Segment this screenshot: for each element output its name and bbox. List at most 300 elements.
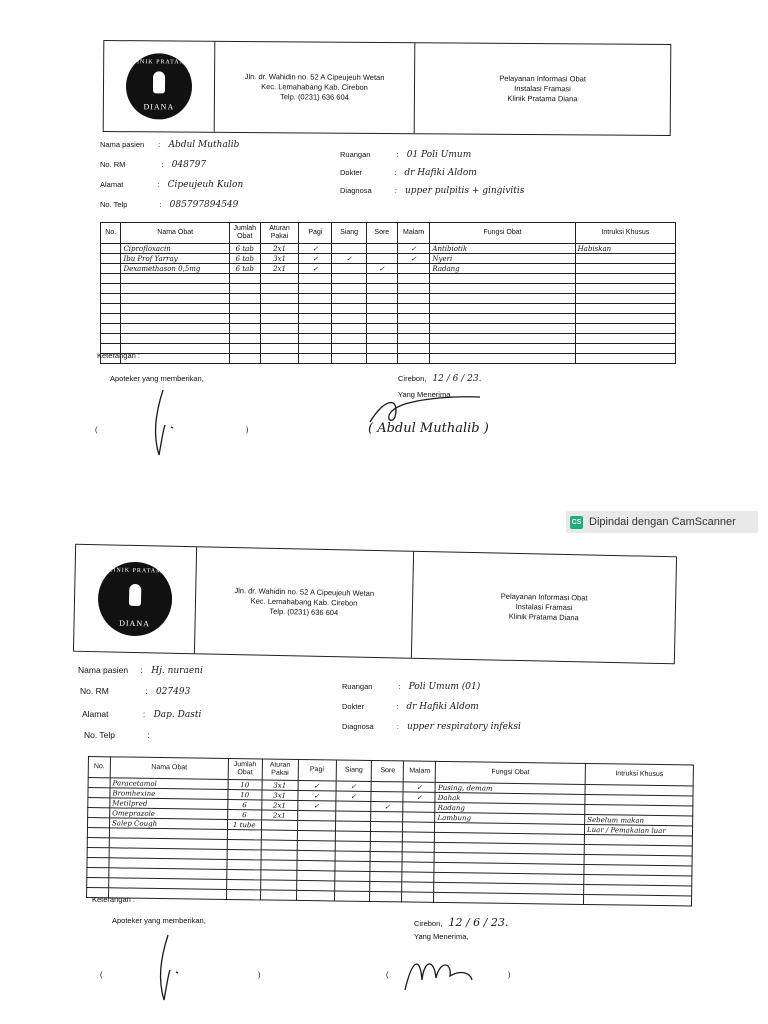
- table-cell: [430, 334, 575, 344]
- pharmacist-label: Apoteker yang memberikan,: [112, 916, 206, 925]
- table-cell: 10: [228, 779, 262, 789]
- doctor-row: Dokter : dr Hafiki Aldom: [342, 702, 479, 712]
- diagnosis-row: Diagnosa : upper pulpitis + gingivitis: [340, 186, 525, 196]
- table-cell: [403, 802, 435, 812]
- column-header: Pagi: [299, 223, 332, 244]
- pharmacist-signature: [150, 930, 190, 1005]
- table-cell: [332, 294, 367, 304]
- table-row: [101, 304, 676, 314]
- table-cell: [335, 841, 371, 852]
- paren-open: (: [100, 970, 103, 979]
- table-cell: [371, 841, 403, 851]
- doctor-value: dr Hafiki Aldom: [404, 168, 477, 178]
- service-title: [412, 552, 676, 663]
- table-cell: [260, 890, 296, 901]
- table-cell: [261, 820, 297, 831]
- table-cell: [334, 871, 370, 882]
- table-cell: [370, 891, 402, 901]
- table-cell: [260, 334, 299, 344]
- table-cell: [575, 254, 675, 264]
- table-cell: 6: [227, 809, 261, 819]
- table-cell: 2x1: [261, 800, 297, 811]
- table-cell: 3x1: [260, 254, 299, 264]
- logo-arc-text: KLINIK PRATAMA: [126, 59, 192, 66]
- table-cell: ✓: [299, 264, 332, 274]
- table-row: [101, 334, 676, 344]
- patient-address-row: Alamat : Dap. Dasti: [82, 709, 202, 720]
- column-header: Aturan Pakai: [260, 223, 299, 244]
- table-cell: [366, 344, 397, 354]
- table-cell: [226, 879, 260, 889]
- table-header-row: [101, 223, 676, 244]
- doctor-value: dr Hafiki Aldom: [406, 702, 479, 712]
- table-cell: [366, 254, 397, 264]
- table-cell: Pusing, demam: [435, 782, 585, 794]
- table-cell: [366, 294, 397, 304]
- receiver-name: Abdul Muthalib: [377, 421, 480, 436]
- table-cell: [371, 811, 403, 821]
- form-header: [73, 544, 677, 665]
- table-row: [101, 354, 676, 364]
- table-cell: [402, 852, 434, 862]
- table-cell: [575, 264, 675, 274]
- column-header: Jumlah Obat: [228, 758, 262, 779]
- table-cell: [229, 274, 260, 284]
- clinic-logo-icon: [126, 53, 192, 119]
- diagnosis-value: upper pulpitis + gingivitis: [404, 186, 525, 196]
- table-cell: [299, 284, 332, 294]
- clinic-address: [195, 547, 414, 658]
- table-cell: Radang: [430, 264, 575, 274]
- table-cell: [402, 862, 434, 872]
- table-cell: 3x1: [262, 780, 298, 791]
- table-cell: [371, 821, 403, 831]
- table-cell: [101, 334, 121, 344]
- table-cell: [121, 314, 229, 324]
- table-cell: [88, 808, 110, 818]
- table-cell: [121, 334, 229, 344]
- table-cell: Paracetamol: [110, 778, 228, 790]
- patient-name-row: Nama pasien : Hj. nuraeni: [78, 665, 203, 676]
- table-cell: ✓: [371, 801, 403, 811]
- camscanner-icon: CS: [570, 516, 583, 529]
- table-cell: 2x1: [260, 264, 299, 274]
- table-cell: [87, 857, 109, 867]
- patient-name-label: Nama pasien: [78, 665, 129, 675]
- table-row: [101, 254, 676, 264]
- table-cell: [88, 818, 110, 828]
- camscanner-text: Dipindai dengan CamScanner: [589, 516, 736, 528]
- notes-label: Keterangan :: [92, 895, 135, 904]
- table-cell: Sebelum makan: [585, 814, 693, 826]
- patient-address-label: Alamat: [100, 180, 124, 189]
- table-cell: [397, 264, 430, 274]
- table-cell: [370, 871, 402, 881]
- table-cell: ✓: [336, 781, 372, 792]
- table-cell: [575, 284, 675, 294]
- table-cell: [101, 284, 121, 294]
- table-cell: [260, 880, 296, 891]
- table-cell: [121, 284, 229, 294]
- table-cell: [332, 314, 367, 324]
- table-cell: 6 tab: [229, 254, 260, 264]
- table-cell: Dahak: [435, 792, 585, 804]
- logo-figure: [153, 71, 165, 93]
- receiver-label: Yang Menerima,: [414, 932, 469, 941]
- table-cell: ✓: [298, 780, 336, 791]
- table-cell: [332, 264, 367, 274]
- room-value: 01 Poli Umum: [406, 150, 472, 160]
- table-cell: [335, 801, 371, 812]
- table-cell: [366, 324, 397, 334]
- table-cell: [371, 851, 403, 861]
- table-cell: [226, 889, 260, 899]
- table-cell: [334, 891, 370, 902]
- service-title: [415, 43, 671, 135]
- patient-phone-label: No. Telp: [100, 200, 128, 209]
- table-cell: [297, 840, 335, 851]
- table-cell: [403, 822, 435, 832]
- doctor-label: Dokter: [340, 168, 363, 177]
- table-cell: [430, 294, 575, 304]
- logo-cell: [104, 41, 216, 132]
- patient-rm-value: 048797: [171, 160, 207, 170]
- table-cell: ✓: [335, 791, 371, 802]
- date-row: [398, 374, 481, 384]
- table-cell: [227, 859, 261, 869]
- patient-name-row: Nama pasien : Abdul Muthalib: [100, 140, 240, 150]
- table-cell: [299, 294, 332, 304]
- patient-rm-label: No. RM: [80, 686, 109, 696]
- patient-name-label: Nama pasien: [100, 140, 145, 149]
- table-cell: [260, 324, 299, 334]
- table-cell: [335, 851, 371, 862]
- table-cell: [575, 334, 675, 344]
- clinic-logo-icon: [97, 561, 173, 637]
- table-cell: [575, 344, 675, 354]
- table-cell: [430, 354, 575, 364]
- table-cell: [88, 788, 110, 798]
- service-line-3: Klinik Pratama Diana: [507, 93, 578, 104]
- service-line-2: Instalasi Framasi: [515, 601, 573, 613]
- column-header: Sore: [366, 223, 397, 244]
- patient-rm-value: 027493: [155, 687, 191, 697]
- table-cell: Lambung: [435, 812, 585, 824]
- table-cell: [229, 284, 260, 294]
- table-cell: [575, 314, 675, 324]
- table-cell: [101, 274, 121, 284]
- address-line-1: Jln. dr. Wahidin no. 52 A Cipeujeuh Wetan: [244, 72, 385, 82]
- table-cell: [260, 284, 299, 294]
- table-cell: ✓: [299, 254, 332, 264]
- table-cell: Nyeri: [430, 254, 575, 264]
- receiver-name-row: ( Abdul Muthalib ): [368, 421, 489, 436]
- table-cell: ✓: [397, 254, 430, 264]
- patient-address-row: Alamat : Cipeujeuh Kulon: [100, 180, 244, 190]
- column-header: Nama Obat: [110, 757, 228, 780]
- table-row: [101, 274, 676, 284]
- table-cell: ✓: [366, 264, 397, 274]
- table-cell: 2x1: [261, 810, 297, 821]
- paren-close-receiver: ): [508, 970, 511, 979]
- doctor-label: Dokter: [342, 702, 365, 711]
- diagnosis-value: upper respiratory infeksi: [406, 722, 521, 732]
- table-cell: [397, 274, 430, 284]
- patient-phone-label: No. Telp: [84, 730, 116, 740]
- date-value: 12 / 6 / 23.: [432, 374, 482, 384]
- diagnosis-row: Diagnosa : upper respiratory infeksi: [342, 722, 521, 732]
- table-cell: [299, 344, 332, 354]
- table-cell: [397, 324, 430, 334]
- table-cell: [87, 867, 109, 877]
- table-cell: [430, 304, 575, 314]
- receiver-signature: [400, 950, 480, 995]
- table-cell: [332, 274, 367, 284]
- patient-phone-row: No. Telp :: [84, 730, 150, 740]
- table-cell: [584, 894, 692, 906]
- column-header: Aturan Pakai: [262, 759, 298, 780]
- table-cell: [575, 304, 675, 314]
- city-label: Cirebon,: [398, 374, 427, 383]
- table-cell: [261, 840, 297, 851]
- table-cell: [101, 314, 121, 324]
- table-cell: [434, 892, 584, 904]
- table-cell: Bromhexine: [110, 788, 228, 800]
- column-header: Fungsi Obat: [430, 223, 575, 244]
- table-cell: [87, 828, 109, 838]
- medication-table: [100, 222, 676, 364]
- room-row: Ruangan : 01 Poli Umum: [340, 150, 472, 160]
- table-row: [101, 244, 676, 254]
- logo-name: DIANA: [119, 618, 151, 629]
- logo-figure: [129, 584, 141, 606]
- clinic-address: [215, 42, 416, 133]
- table-cell: [296, 870, 334, 881]
- notes-label: Keterangan :: [97, 351, 140, 360]
- table-cell: [121, 324, 229, 334]
- table-cell: [260, 274, 299, 284]
- patient-rm-label: No. RM: [100, 160, 126, 169]
- table-cell: [260, 870, 296, 881]
- patient-phone-row: No. Telp : 085797894549: [100, 200, 239, 210]
- table-cell: ✓: [298, 790, 336, 801]
- table-cell: [335, 821, 371, 832]
- table-cell: 6 tab: [229, 264, 260, 274]
- table-cell: [397, 294, 430, 304]
- table-cell: [402, 872, 434, 882]
- table-cell: [335, 831, 371, 842]
- form-header: [103, 40, 672, 136]
- table-cell: 3x1: [262, 790, 298, 801]
- table-cell: [332, 304, 367, 314]
- table-cell: Dexamethason 0,5mg: [121, 264, 229, 274]
- table-cell: [297, 810, 335, 821]
- column-header: Malam: [404, 761, 436, 782]
- table-cell: [403, 842, 435, 852]
- service-line-3: Klinik Pratama Diana: [508, 611, 579, 623]
- table-row: [101, 264, 676, 274]
- table-cell: [87, 877, 109, 887]
- table-cell: Metilpred: [110, 798, 228, 810]
- pharmacist-label: Apoteker yang memberikan,: [110, 374, 204, 383]
- table-cell: Ibu Prof Yarray: [121, 254, 229, 264]
- column-header: No.: [101, 223, 121, 244]
- table-cell: [101, 264, 121, 274]
- table-cell: [332, 354, 367, 364]
- column-header: Nama Obat: [121, 223, 229, 244]
- patient-rm-row: No. RM : 027493: [80, 686, 191, 697]
- table-cell: [229, 304, 260, 314]
- paren-open: (: [95, 425, 98, 434]
- table-cell: 6 tab: [229, 244, 260, 254]
- table-cell: 10: [228, 789, 262, 799]
- table-cell: [101, 254, 121, 264]
- table-cell: [370, 861, 402, 871]
- paren-close: ): [246, 425, 249, 434]
- table-cell: [227, 839, 261, 849]
- logo-name: DIANA: [143, 102, 175, 112]
- table-cell: [397, 354, 430, 364]
- table-cell: Salep Cough: [109, 818, 227, 830]
- table-cell: [370, 881, 402, 891]
- patient-rm-row: No. RM : 048797: [100, 160, 207, 170]
- table-cell: [403, 832, 435, 842]
- table-cell: [575, 354, 675, 364]
- table-cell: Habiskan: [575, 244, 675, 254]
- camscanner-badge: [566, 511, 758, 533]
- table-cell: [260, 344, 299, 354]
- logo-cell: [74, 545, 197, 654]
- table-cell: ✓: [397, 244, 430, 254]
- table-cell: [101, 304, 121, 314]
- table-cell: [227, 829, 261, 839]
- diagnosis-label: Diagnosa: [340, 186, 372, 195]
- table-cell: [430, 284, 575, 294]
- date-value: 12 / 6 / 23.: [448, 916, 509, 929]
- table-row: [101, 314, 676, 324]
- patient-address-label: Alamat: [82, 709, 109, 719]
- table-cell: [261, 830, 297, 841]
- table-cell: ✓: [297, 800, 335, 811]
- table-cell: [88, 798, 110, 808]
- table-cell: [397, 314, 430, 324]
- service-line-2: Instalasi Framasi: [514, 83, 571, 94]
- paren-open-receiver: (: [386, 970, 389, 979]
- table-cell: [226, 869, 260, 879]
- table-cell: [260, 304, 299, 314]
- table-cell: 6: [227, 799, 261, 809]
- table-cell: [227, 849, 261, 859]
- table-cell: [87, 847, 109, 857]
- column-header: No.: [88, 757, 110, 778]
- table-cell: Ciprofloxacin: [121, 244, 229, 254]
- city-label: Cirebon,: [414, 919, 443, 928]
- table-cell: [366, 304, 397, 314]
- table-cell: [260, 294, 299, 304]
- patient-name-value: Hj. nuraeni: [151, 666, 203, 676]
- address-line-2: Kec. Lemahabang Kab. Cirebon: [250, 596, 358, 608]
- table-cell: [334, 861, 370, 872]
- table-cell: [371, 831, 403, 841]
- table-cell: [299, 304, 332, 314]
- patient-address-value: Cipeujeuh Kulon: [167, 180, 244, 190]
- table-cell: [403, 812, 435, 822]
- table-cell: [371, 791, 403, 801]
- address-phone: Telp. (0231) 636 604: [279, 92, 349, 102]
- table-cell: [366, 244, 397, 254]
- table-cell: [366, 274, 397, 284]
- table-cell: [297, 850, 335, 861]
- table-cell: [430, 274, 575, 284]
- table-cell: [430, 344, 575, 354]
- table-cell: [335, 811, 371, 822]
- column-header: Pagi: [298, 759, 336, 781]
- table-cell: Omeprazole: [110, 808, 228, 820]
- service-line-1: Pelayanan Informasi Obat: [500, 591, 588, 603]
- table-cell: [575, 324, 675, 334]
- room-label: Ruangan: [340, 150, 371, 159]
- table-cell: [366, 314, 397, 324]
- table-cell: [229, 314, 260, 324]
- table-cell: 1 tube: [227, 819, 261, 829]
- table-cell: [397, 334, 430, 344]
- receiver-label: Yang Menerima,: [398, 390, 453, 399]
- table-cell: [430, 324, 575, 334]
- column-header: Fungsi Obat: [436, 761, 586, 784]
- table-cell: [575, 274, 675, 284]
- table-cell: [229, 294, 260, 304]
- table-cell: [397, 284, 430, 294]
- table-cell: ✓: [332, 254, 367, 264]
- table-cell: [229, 344, 260, 354]
- table-cell: [121, 294, 229, 304]
- table-cell: [332, 324, 367, 334]
- table-cell: [260, 314, 299, 324]
- paren-close: ): [258, 970, 261, 979]
- table-cell: Radang: [435, 802, 585, 814]
- diagnosis-label: Diagnosa: [342, 722, 374, 731]
- room-value: Poli Umum (01): [408, 682, 481, 692]
- room-row: Ruangan : Poli Umum (01): [342, 682, 481, 692]
- patient-name-value: Abdul Muthalib: [168, 140, 240, 150]
- table-cell: [297, 830, 335, 841]
- column-header: Malam: [397, 223, 430, 244]
- table-cell: ✓: [403, 792, 435, 802]
- medication-table: [86, 756, 694, 906]
- table-cell: [297, 820, 335, 831]
- address-phone: Telp. (0231) 636 604: [269, 606, 339, 618]
- table-cell: [372, 781, 404, 791]
- table-cell: [229, 334, 260, 344]
- table-cell: [101, 244, 121, 254]
- table-cell: [229, 354, 260, 364]
- table-cell: [299, 274, 332, 284]
- table-cell: [87, 837, 109, 847]
- table-cell: [296, 890, 334, 901]
- table-cell: [430, 314, 575, 324]
- table-cell: [402, 882, 434, 892]
- table-cell: [397, 344, 430, 354]
- table-cell: [402, 892, 434, 902]
- table-cell: [575, 294, 675, 304]
- table-cell: [299, 314, 332, 324]
- room-label: Ruangan: [342, 682, 373, 691]
- table-cell: [299, 334, 332, 344]
- table-cell: [332, 284, 367, 294]
- logo-arc-text: KLINIK PRATAMA: [103, 567, 168, 575]
- table-cell: [297, 860, 335, 871]
- patient-phone-value: 085797894549: [169, 200, 239, 210]
